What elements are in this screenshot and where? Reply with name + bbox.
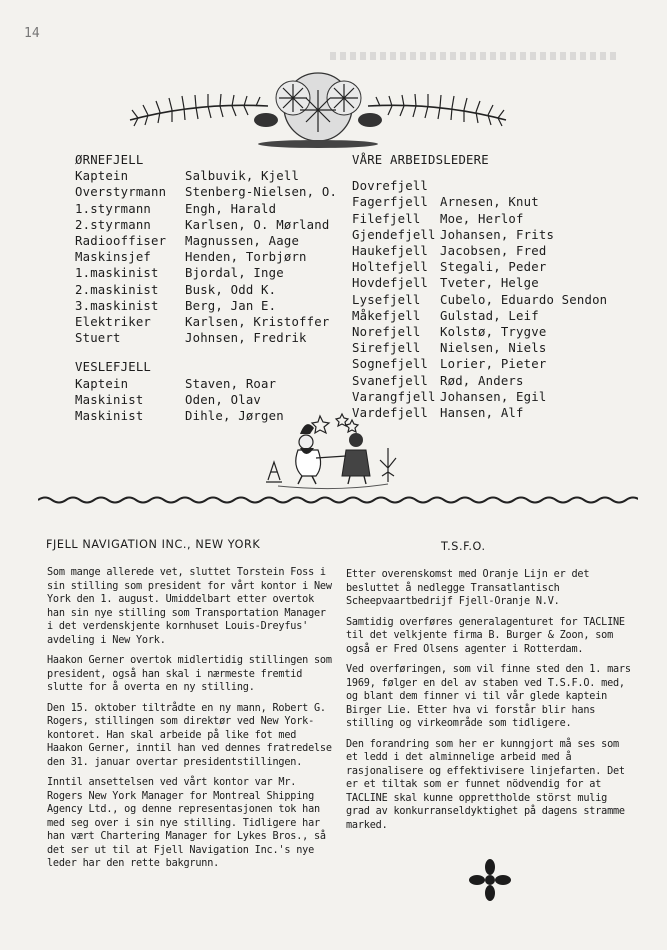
crew-role: Maskinist (75, 392, 144, 407)
ship-name: Varangfjell (352, 389, 436, 404)
paragraph: Haakon Gerner overtok midlertidig stillingen som president, også han skal i nærmeste fremtid slutte for å overta en ny stilling. (47, 655, 332, 693)
crew-name: Salbuvik, Kjell (185, 169, 300, 184)
crew-role: 3.maskinist (75, 298, 159, 313)
crew-name: Karlsen, O. Mørland (185, 217, 330, 232)
crew-name: Berg, Jan E. (185, 298, 277, 313)
paragraph: Som mange allerede vet, sluttet Torstein Foss i sin stilling som president for vårt kontor i New York den 1. august. Umiddelbart etter overtok han sin nye stilling som Transportation Manager i det verdenskjente kornhuset Louis-Dreyfus' avdeling i New York. (47, 567, 332, 646)
crew-name: Henden, Torbjørn (185, 250, 307, 265)
ship-name: Holtefjell (352, 260, 429, 275)
crew-name: Oden, Olav (185, 392, 262, 407)
foreman-name: Gulstad, Leif (440, 308, 539, 323)
paragraph: Den forandring som her er kunngjort må ses som et ledd i det alminnelige arbeid med å rasjonalisere og effektivisere linjefarten. Det er et tiltak som er funnet nödvendig for at TACLINE skal kunne opprettholde störst mulig grad av konkurranseldyktighet på dagens stramme marked. (346, 738, 625, 831)
foreman-name: Rød, Anders (440, 373, 524, 388)
foreman-name: Stegali, Peder (440, 260, 547, 275)
foreman-name: Jacobsen, Fred (440, 244, 547, 259)
paragraph: Etter overenskomst med Oranje Lijn er det besluttet å nedlegge Transatlantisch Scheepvaartbedrijf Fjell-Oranje N.V. (346, 569, 590, 607)
ship-name: Vardefjell (352, 406, 429, 421)
crew-name: Bjordal, Inge (185, 266, 284, 281)
foreman-name: Johansen, Frits (440, 227, 555, 242)
crew-role: Overstyrmann (75, 185, 167, 200)
page-number: 14 (24, 26, 40, 41)
ship-name: Dovrefjell (352, 179, 429, 194)
asterisk-ornament-icon (468, 858, 512, 902)
ship-name: Haukefjell (352, 244, 429, 259)
pine-star-ornament (118, 62, 518, 152)
paragraph: Samtidig overføres generalagenturet for TACLINE til det velkjente firma B. Burger & Zoon, som også er Fred Olsens agenter i Rotterdam. (346, 616, 625, 655)
foreman-name: Nielsen, Niels (440, 341, 547, 356)
foreman-name: Hansen, Alf (440, 406, 524, 421)
ornefjell-heading: ØRNEFJELL (75, 153, 144, 167)
crew-role: Maskinsjef (75, 250, 152, 265)
foreman-name: Kolstø, Trygve (440, 325, 547, 340)
crew-name: Stenberg-Nielsen, O. (185, 185, 338, 200)
crew-name: Busk, Odd K. (185, 282, 277, 297)
crew-name: Dihle, Jørgen (185, 409, 284, 424)
crew-role: 1.styrmann (75, 201, 152, 216)
crew-role: 2.maskinist (75, 282, 159, 297)
crew-name: Staven, Roar (185, 376, 277, 391)
tsfo-article-body (346, 568, 636, 839)
crew-name: Johnsen, Fredrik (185, 331, 307, 346)
crew-role: Radiooffiser (75, 234, 167, 249)
crew-name: Karlsen, Kristoffer (185, 315, 330, 330)
foreman-name: Tveter, Helge (440, 276, 539, 291)
show-through-text (330, 52, 620, 60)
tsfo-article-title: T.S.F.O. (441, 540, 486, 553)
ship-name: Norefjell (352, 325, 421, 340)
fjell-article-body (47, 566, 335, 878)
foreman-name: Johansen, Egil (440, 389, 547, 404)
foreman-name: Arnesen, Knut (440, 195, 539, 210)
veslefjell-heading: VESLEFJELL (75, 360, 152, 375)
elves-illustration (258, 408, 408, 492)
crew-role: Stuert (75, 331, 121, 346)
crew-role: Kaptein (75, 169, 129, 184)
foreman-name: Lorier, Pieter (440, 357, 547, 372)
ship-name: Hovdefjell (352, 276, 429, 291)
foreman-name: Moe, Herlof (440, 211, 524, 226)
ship-name: Gjendefjell (352, 227, 436, 242)
arbeidsledere-list (352, 152, 607, 421)
ship-name: Filefjell (352, 211, 421, 226)
crew-role: Maskinist (75, 409, 144, 424)
crew-name: Magnussen, Aage (185, 234, 300, 249)
paragraph: Den 15. oktober tiltrådte en ny mann, Robert G. Rogers, stillingen som direktør ved New York-kontoret. Han skal arbeide på like fot med Haakon Gerner, inntil han ved dennes fratredelse den 31. januar overtar presidentstillingen. (47, 702, 332, 768)
paragraph: Ved overføringen, som vil finne sted den 1. mars 1969, følger en del av staben ved T.S.F.O. med, og blant dem finner vi til vår glede kaptein Birger Lie. Etter hva vi forstår blir hans stilling og virkeområde som tidligere. (346, 664, 631, 729)
ship-name: Sognefjell (352, 357, 429, 372)
crew-role: 2.styrmann (75, 217, 152, 232)
fjell-article-title: FJELL NAVIGATION INC., NEW YORK (46, 538, 261, 551)
paragraph: Inntil ansettelsen ved vårt kontor var Mr. Rogers New York Manager for Montreal Shipping Agency Ltd., og denne representasjonen tok han med seg over i sin nye stilling. Tidligere har han vært Chartering Manager for Lykes Bros., så det ser ut til at Fjell Navigation Inc.'s nye leder har den rette bakgrunn. (47, 777, 326, 869)
crew-name: Engh, Harald (185, 201, 277, 216)
crew-role: 1.maskinist (75, 266, 159, 281)
arbeidsledere-heading: VÅRE ARBEIDSLEDERE (352, 153, 489, 167)
ship-name: Svanefjell (352, 373, 429, 388)
crew-role: Kaptein (75, 376, 129, 391)
ship-name: Fagerfjell (352, 195, 429, 210)
ship-name: Lysefjell (352, 292, 421, 307)
foreman-name: Cubelo, Eduardo Sendon (440, 292, 608, 307)
wavy-divider (38, 494, 638, 506)
crew-role: Elektriker (75, 315, 152, 330)
ornefjell-crew (75, 152, 337, 424)
ship-name: Sirefjell (352, 341, 421, 356)
ship-name: Måkefjell (352, 308, 421, 323)
